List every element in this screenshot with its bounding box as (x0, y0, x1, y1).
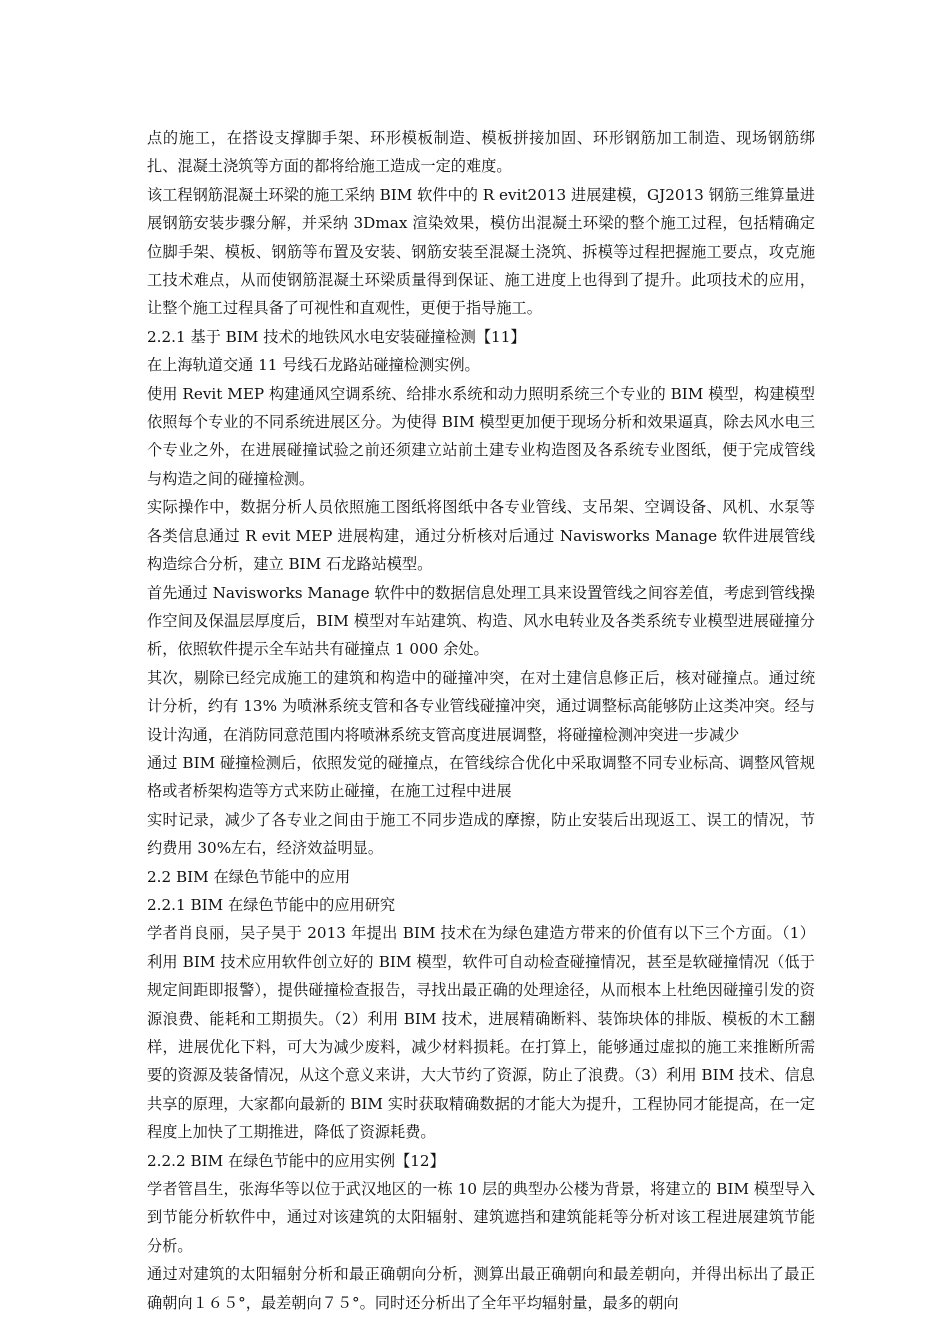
section-heading-2-2-2-green-example: 2.2.2 BIM 在绿色节能中的应用实例【12】 (147, 1151, 445, 1170)
paragraph-wuhan-office: 学者管昌生，张海华等以位于武汉地区的一栋 10 层的典型办公楼为背景，将建立的 BIM 模型导入到节能分析软件中，通过对该建筑的太阳辐射、建筑遮挡和建筑能耗等分析对该工程进展建筑节能分析。 (147, 1180, 815, 1255)
paragraph-solar-orientation: 通过对建筑的太阳辐射分析和最正确朝向分析，测算出最正确朝向和最差朝向，并得出标出了最正确朝向１６５°，最差朝向７５°。同时还分析出了全年平均辐射量，最多的朝向 (147, 1265, 815, 1312)
paragraph-bim-collision-check: 通过 BIM 碰撞检测后，依照发觉的碰撞点，在管线综合优化中采取调整不同专业标高、调整风管规格或者桥架构造等方式来防止碰撞，在施工过程中进展 (147, 753, 815, 801)
paragraph-ring-beam: 该工程钢筋混凝土环梁的施工采纳 BIM 软件中的 R evit2013 进展建模，GJ2013 钢筋三维算量进展钢筋安装步骤分解，并采纳 3Dmax 渲染效果，模仿出混凝土环梁的整个施工过程，包括精确定位脚手架、模板、钢筋等布置及安装、钢筋安装至混凝土浇筑、拆模等过程把握施工要点，攻克施工技术难点，从而使钢筋混凝土环梁质量得到保证、施工进度上也得到了提升。此项技术的应用，让整个施工过程具备了可视性和直观性，更便于指导施工。 (147, 185, 815, 318)
section-heading-2-2-1-collision: 2.2.1 基于 BIM 技术的地铁风水电安装碰撞检测【11】 (147, 327, 526, 346)
paragraph-secondly: 其次，剔除已经完成施工的建筑和构造中的碰撞冲突，在对土建信息修正后，核对碰撞点。通过统计分析，约有 13% 为喷淋系统支管和各专业管线碰撞冲突，通过调整标高能够防止这类冲突。经与设计沟通，在消防同意范围内将喷淋系统支管高度进展调整，将碰撞检测冲突进一步减少 (147, 668, 815, 744)
section-heading-2-2-green: 2.2 BIM 在绿色节能中的应用 (147, 867, 351, 886)
paragraph-shanghai-example: 在上海轨道交通 11 号线石龙路站碰撞检测实例。 (147, 356, 480, 375)
section-heading-2-2-1-green-research: 2.2.1 BIM 在绿色节能中的应用研究 (147, 895, 396, 914)
paragraph-navisworks: 首先通过 Navisworks Manage 软件中的数据信息处理工具来设置管线之间容差值，考虑到管线操作空间及保温层厚度后，BIM 模型对车站建筑、构造、风水电转业及各类系统专业模型进展碰撞分析，依照软件提示全车站共有碰撞点 1 000 余处。 (147, 583, 815, 659)
paragraph-continuation: 点的施工，在搭设支撑脚手架、环形模板制造、模板拼接加固、环形钢筋加工制造、现场钢筋绑扎、混凝土浇筑等方面的都将给施工造成一定的难度。 (147, 129, 815, 176)
paragraph-revit-mep: 使用 Revit MEP 构建通风空调系统、给排水系统和动力照明系统三个专业的 BIM 模型，构建模型依照每个专业的不同系统进展区分。为使得 BIM 模型更加便于现场分析和效果逼真，除去风水电三个专业之外，在进展碰撞试验之前还须建立站前土建专业构造图及各系统专业图纸，便于完成管线与构造之间的碰撞检测。 (147, 384, 815, 488)
paragraph-green-value: 学者肖良丽，吴子昊于 2013 年提出 BIM 技术在为绿色建造方带来的价值有以下三个方面。（1）利用 BIM 技术应用软件创立好的 BIM 模型，软件可自动检查碰撞情况，甚至是软碰撞情况（低于规定间距即报警），提供碰撞检查报告，寻找出最正确的处理途径，从而根本上杜绝因碰撞引发的资源浪费、能耗和工期损失。（2）利用 BIM 技术，进展精确断料、装饰块体的排版、模板的木工翻样，进展优化下料，可大为减少废料，减少材料损耗。在打算上，能够通过虚拟的施工来推断所需要的资源及装备情况，从这个意义来讲，大大节约了资源，防止了浪费。（3）利用 BIM 技术、信息共享的原理，大家都向最新的 BIM 实时获取精确数据的才能大为提升，工程协同才能提高，在一定程度上加快了工期推进，降低了资源耗费。 (147, 924, 815, 1142)
paragraph-realtime-record: 实时记录，减少了各专业之间由于施工不同步造成的摩擦，防止安装后出现返工、误工的情况，节约费用 30%左右，经济效益明显。 (147, 810, 815, 858)
paragraph-practical-operation: 实际操作中，数据分析人员依照施工图纸将图纸中各专业管线、支吊架、空调设备、风机、水泵等各类信息通过 R evit MEP 进展构建，通过分析核对后通过 Navisworks Manage 软件进展管线构造综合分析，建立 BIM 石龙路站模型。 (147, 498, 815, 574)
document-page (147, 124, 815, 1317)
